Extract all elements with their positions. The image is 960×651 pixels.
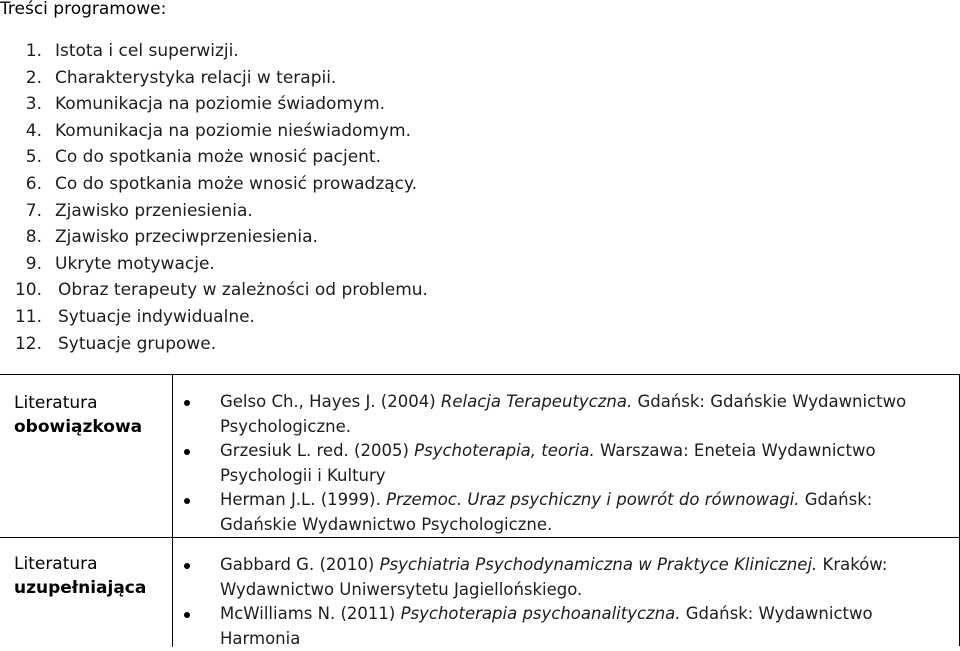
- reference-item: [178, 602, 940, 651]
- item-text: Zjawisko przeniesienia.: [55, 200, 253, 221]
- item-number: 12.: [14, 333, 42, 354]
- item-number: 1.: [25, 41, 42, 61]
- literature-table: [0, 374, 960, 646]
- reference-authors: Herman J.L. (1999).: [220, 490, 387, 509]
- reference-publisher: Gdańsk: Wydawnictwo Harmonia: [220, 604, 873, 648]
- label-line: Literatura: [14, 393, 98, 413]
- reference-publisher: Gdańsk: Gdańskie Wydawnictwo Psychologiczne.: [220, 490, 873, 534]
- bullet-icon: [184, 563, 190, 569]
- reference-item: [178, 553, 940, 602]
- reference-title: Przemoc. Uraz psychiczny i powrót do równowagi.: [386, 490, 800, 509]
- bullet-icon: [184, 449, 190, 455]
- row-divider: [0, 537, 960, 538]
- label-line: uzupełniająca: [14, 578, 147, 598]
- bullet-icon: [184, 400, 190, 406]
- item-text: Sytuacje indywidualne.: [58, 306, 255, 327]
- item-number: 2.: [25, 67, 42, 88]
- item-number: 8.: [25, 227, 42, 248]
- item-number: 4.: [25, 120, 42, 141]
- label-line: Literatura: [14, 554, 98, 574]
- bullet-icon: [184, 612, 190, 618]
- item-text: Komunikacja na poziomie świadomym.: [55, 94, 386, 115]
- item-number: 6.: [25, 173, 42, 194]
- item-number: 5.: [25, 147, 42, 168]
- required-literature-list: [178, 390, 940, 537]
- reference-publisher: Warszawa: Eneteia Wydawnictwo Psychologii i Kultury: [220, 441, 876, 485]
- reference-title: Psychoterapia psychoanalityczna.: [400, 604, 681, 623]
- item-text: Istota i cel superwizji.: [55, 41, 239, 61]
- reference-authors: McWilliams N. (2011): [220, 604, 401, 623]
- item-text: Zjawisko przeciwprzeniesienia.: [55, 227, 318, 248]
- item-number: 7.: [25, 200, 42, 221]
- column-divider: [172, 375, 173, 647]
- reference-item: [178, 390, 940, 439]
- item-text: Charakterystyka relacji w terapii.: [55, 67, 337, 88]
- item-number: 11.: [14, 306, 42, 327]
- item-text: Komunikacja na poziomie nieświadomym.: [55, 120, 412, 141]
- required-literature-label: [14, 391, 142, 439]
- reference-authors: Gelso Ch., Hayes J. (2004): [220, 392, 441, 411]
- item-number: 3.: [25, 94, 42, 115]
- item-text: Obraz terapeuty w zależności od problemu.: [58, 280, 428, 301]
- supplementary-literature-label: [14, 552, 146, 600]
- section-heading: Treści programowe:: [0, 0, 167, 19]
- reference-item: [178, 439, 940, 488]
- reference-authors: Gabbard G. (2010): [220, 555, 380, 574]
- reference-authors: Grzesiuk L. red. (2005): [220, 441, 415, 460]
- item-text: Co do spotkania może wnosić prowadzący.: [55, 173, 418, 194]
- reference-publisher: Gdańsk: Gdańskie Wydawnictwo Psychologiczne.: [220, 392, 907, 436]
- supplementary-literature-list: [178, 553, 940, 651]
- reference-publisher: Kraków: Wydawnictwo Uniwersytetu Jagiellońskiego.: [220, 555, 888, 599]
- item-text: Ukryte motywacje.: [55, 253, 215, 274]
- reference-title: Relacja Terapeutyczna.: [440, 392, 633, 411]
- item-text: Sytuacje grupowe.: [58, 333, 217, 354]
- item-number: 9.: [25, 253, 42, 274]
- reference-title: Psychiatria Psychodynamiczna w Praktyce Klinicznej.: [379, 555, 818, 574]
- item-number: 10.: [14, 280, 42, 301]
- reference-item: [178, 488, 940, 537]
- label-line: obowiązkowa: [14, 417, 143, 437]
- reference-title: Psychoterapia, teoria.: [414, 441, 595, 460]
- item-text: Co do spotkania może wnosić pacjent.: [55, 147, 382, 168]
- bullet-icon: [184, 498, 190, 504]
